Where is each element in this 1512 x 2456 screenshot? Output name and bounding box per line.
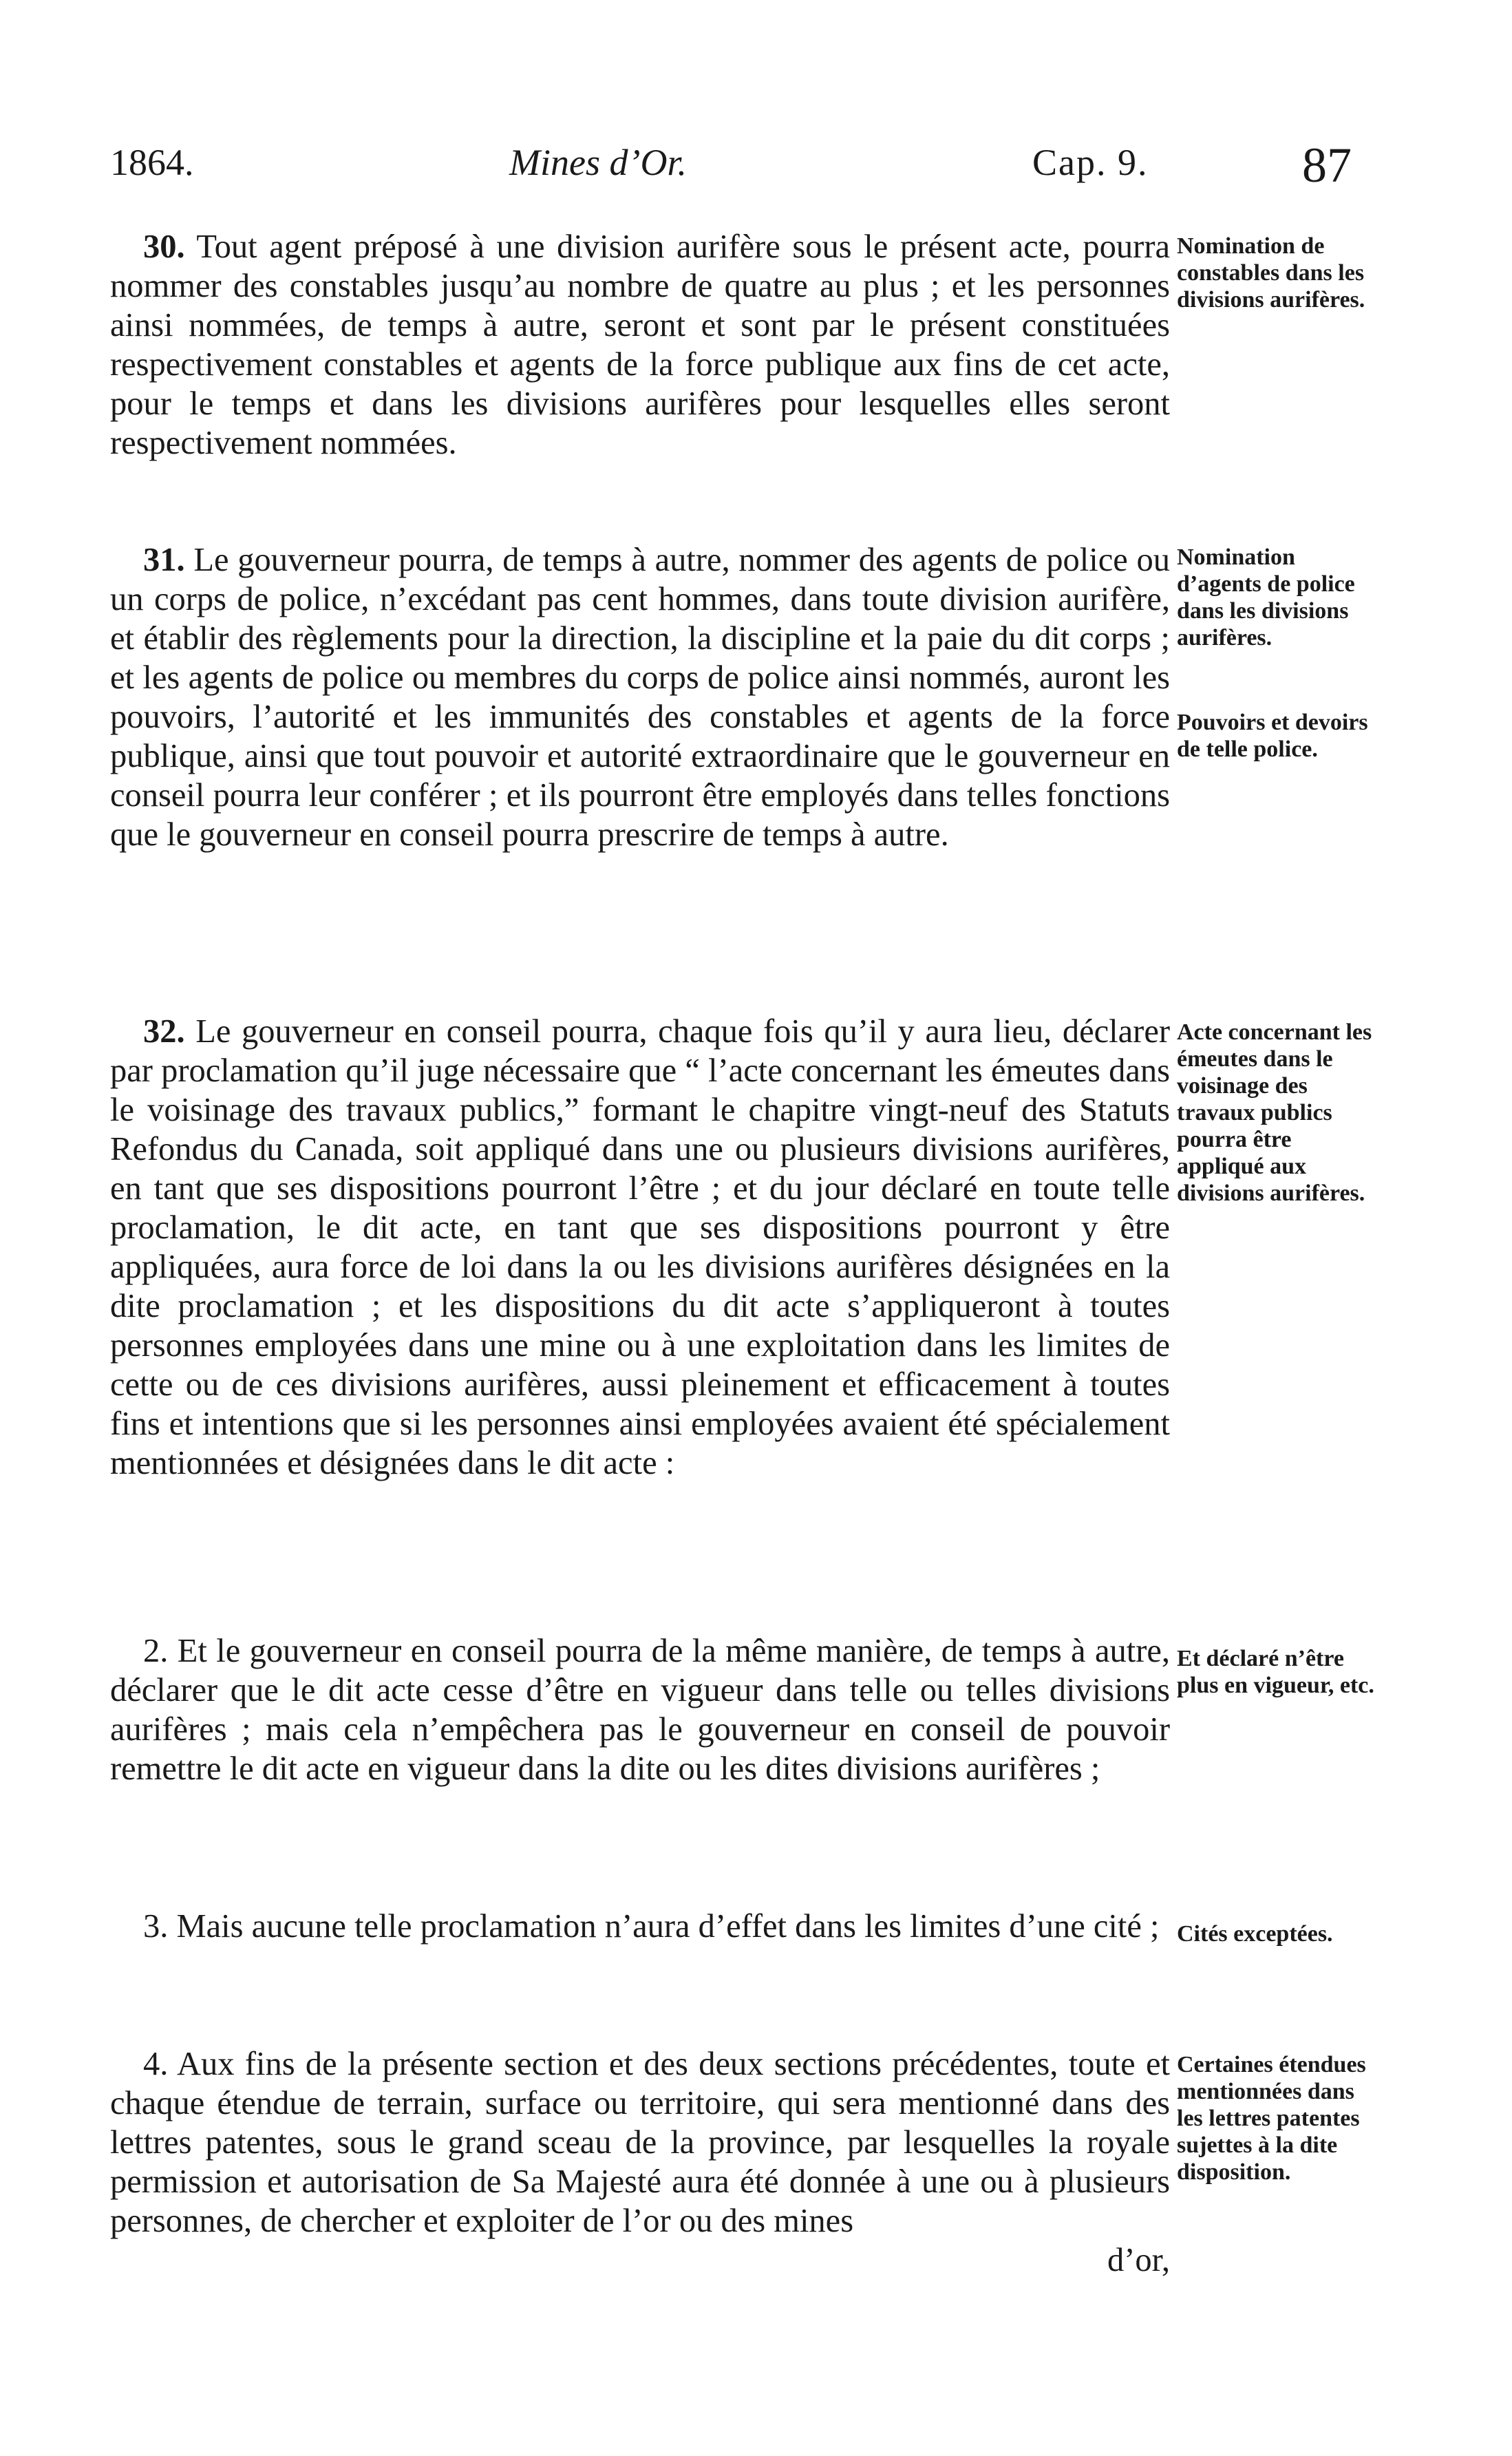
section-text: Tout agent préposé à une division aurifère sous le présent acte, pourra nommer des constables jusqu’au nombre de quatre au plus ; et les personnes ainsi nommées, de temps à autre, seront et sont par le présent constituées respectivement constables et agents de la force publique aux fins de cet acte, pour le temps et dans les divisions aurifères pour lesquelles elles seront respectivement nommées. — [110, 229, 1170, 461]
subsection-number: 2. — [143, 1633, 169, 1669]
subsection-2 — [110, 1631, 1170, 1788]
section-text: Le gouverneur pourra, de temps à autre, nommer des agents de police ou un corps de police, n’excédant pas cent hommes, dans toute division aurifère, et établir des règlements pour la direction, la discipline et la paie du dit corps ; et les agents de police ou membres du corps de police ainsi nommés, auront les pouvoirs, l’autorité et les immunités des constables et agents de la force publique, ainsi que tout pouvoir et autorité extraordinaire que le gouverneur en conseil pourra leur conférer ; et ils pourront être employés dans telles fonctions que le gouverneur en conseil pourra prescrire de temps à autre. — [110, 542, 1170, 853]
margin-note: Acte concernant les émeutes dans le voisinage des travaux publics pourra être appliqué aux divisions aurifères. — [1177, 1019, 1372, 1206]
margin-note: Nomination d’agents de police dans les divisions aurifères. — [1177, 544, 1355, 650]
page-number: 87 — [1302, 138, 1352, 193]
section-30 — [110, 227, 1170, 463]
margin-note: Certaines étendues mentionnées dans les lettres patentes sujettes à la dite disposition. — [1177, 2052, 1366, 2185]
catchword: d’or, — [1107, 2242, 1170, 2278]
subsection-number: 3. — [143, 1908, 169, 1945]
margin-note: Cités exceptées. — [1177, 1921, 1333, 1947]
header-title: Mines d’Or. — [509, 142, 687, 183]
header-year: 1864. — [110, 142, 194, 183]
section-number: 30. — [143, 229, 185, 265]
section-text: Aux fins de la présente section et des deux sections précédentes, toute et chaque étendue de terrain, surface ou territoire, qui sera mentionné dans des lettres patentes, sous le grand sceau de la province, par lesquelles la royale permission et autorisation de Sa Majesté aura été donnée à une ou à plusieurs personnes, de chercher et exploiter de l’or ou des mines — [110, 2046, 1170, 2239]
subsection-3 — [110, 1907, 1170, 1946]
section-31 — [110, 540, 1170, 854]
section-text: Mais aucune telle proclamation n’aura d’effet dans les limites d’une cité ; — [176, 1908, 1160, 1945]
margin-note: Pouvoirs et devoirs de telle police. — [1177, 710, 1368, 762]
section-number: 32. — [143, 1013, 185, 1050]
running-header — [110, 138, 1352, 203]
header-chapter: Cap. 9. — [1032, 142, 1149, 183]
section-text: Et le gouverneur en conseil pourra de la même manière, de temps à autre, déclarer que le dit acte cesse d’être en vigueur dans telle ou telles divisions aurifères ; mais cela n’empêchera pas le gouverneur en conseil de pouvoir remettre le dit acte en vigueur dans la dite ou les dites divisions aurifères ; — [110, 1633, 1171, 1787]
subsection-4 — [110, 2044, 1170, 2280]
margin-note: Nomination de constables dans les divisions aurifères. — [1177, 233, 1365, 313]
margin-note: Et déclaré n’être plus en vigueur, etc. — [1177, 1646, 1374, 1698]
section-number: 31. — [143, 542, 185, 578]
section-32 — [110, 1012, 1170, 1483]
subsection-number: 4. — [143, 2046, 169, 2082]
section-text: Le gouverneur en conseil pourra, chaque fois qu’il y aura lieu, déclarer par proclamation qu’il juge nécessaire que “ l’acte concernant les émeutes dans le voisinage des travaux publics,” formant le chapitre vingt-neuf des Statuts Refondus du Canada, soit appliqué dans une ou plusieurs divisions aurifères, en tant que ses dispositions pourront l’être ; et du jour déclaré en toute telle proclamation, le dit acte, en tant que ses dispositions pourront y être appliquées, aura force de loi dans la ou les divisions aurifères désignées en la dite proclamation ; et les dispositions du dit acte s’appliqueront à toutes personnes employées dans une mine ou à une exploitation dans les limites de cette ou de ces divisions aurifères, aussi pleinement et efficacement à toutes fins et intentions que si les personnes ainsi employées avaient été spécialement mentionnées et désignées dans le dit acte : — [110, 1013, 1171, 1481]
